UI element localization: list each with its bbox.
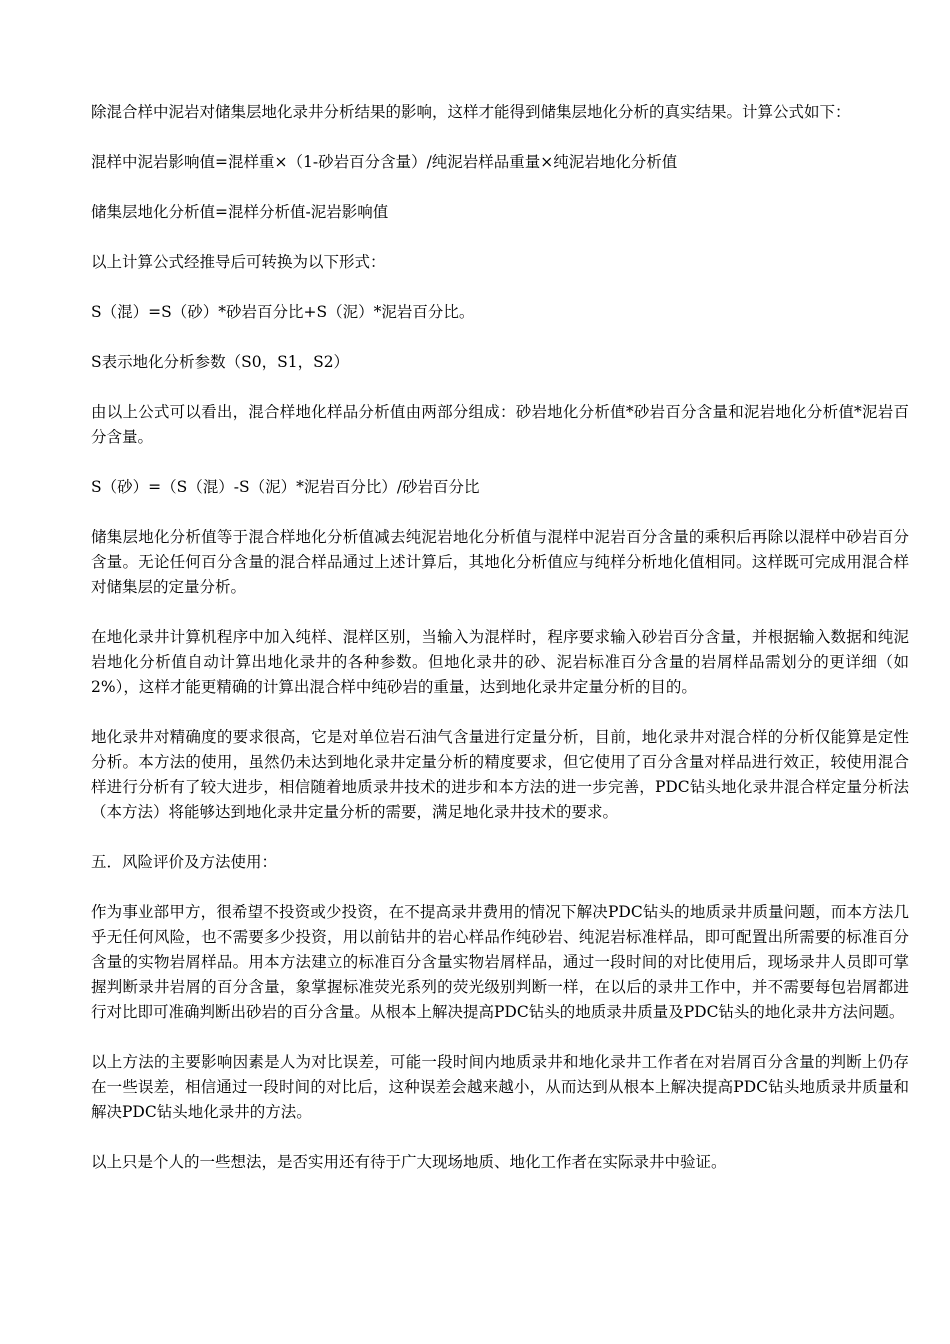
paragraph: 以上计算公式经推导后可转换为以下形式：	[91, 253, 386, 271]
paragraph: 在地化录井计算机程序中加入纯样、混样区别，当输入为混样时，程序要求输入砂岩百分含量，并根据输入数据和纯泥岩地化分析值自动计算出地化录井的各种参数。但地化录井的砂、泥岩标准百分含量的岩屑样品需划分的更详细（如2%），这样才能更精确的计算出混合样中纯砂岩的重量，达到地化录井定量分析的目的。	[91, 628, 909, 696]
paragraph: 由以上公式可以看出，混合样地化样品分析值由两部分组成：砂岩地化分析值*砂岩百分含量和泥岩地化分析值*泥岩百分含量。	[91, 403, 909, 446]
formula-paragraph: S（砂）=（S（混）-S（泥）*泥岩百分比）/砂岩百分比	[91, 478, 480, 496]
paragraph: 以上只是个人的一些想法，是否实用还有待于广大现场地质、地化工作者在实际录井中验证。	[91, 1153, 727, 1171]
formula-paragraph: S（混）=S（砂）*砂岩百分比+S（泥）*泥岩百分比。	[91, 303, 475, 321]
section-heading: 五．风险评价及方法使用：	[91, 853, 278, 871]
document-body	[91, 100, 909, 1200]
paragraph: 地化录井对精确度的要求很高，它是对单位岩石油气含量进行定量分析，目前，地化录井对混合样的分析仅能算是定性分析。本方法的使用，虽然仍未达到地化录井定量分析的精度要求，但它使用了百分含量对样品进行效正，较使用混合样进行分析有了较大进步，相信随着地质录井技术的进步和本方法的进一步完善，PDC钻头地化录井混合样定量分析法（本方法）将能够达到地化录井定量分析的需要，满足地化录井技术的要求。	[91, 728, 909, 821]
paragraph: 以上方法的主要影响因素是人为对比误差，可能一段时间内地质录井和地化录井工作者在对岩屑百分含量的判断上仍存在一些误差，相信通过一段时间的对比后，这种误差会越来越小，从而达到从根本上解决提高PDC钻头地质录井质量和解决PDC钻头地化录井的方法。	[91, 1053, 909, 1121]
formula-paragraph: 储集层地化分析值=混样分析值-泥岩影响值	[91, 203, 389, 221]
paragraph: S表示地化分析参数（S0，S1，S2）	[91, 353, 350, 371]
formula-paragraph: 混样中泥岩影响值=混样重×（1-砂岩百分含量）/纯泥岩样品重量×纯泥岩地化分析值	[91, 153, 678, 171]
paragraph: 除混合样中泥岩对储集层地化录井分析结果的影响，这样才能得到储集层地化分析的真实结果。计算公式如下：	[91, 103, 851, 121]
paragraph: 储集层地化分析值等于混合样地化分析值减去纯泥岩地化分析值与混样中泥岩百分含量的乘积后再除以混样中砂岩百分含量。无论任何百分含量的混合样品通过上述计算后，其地化分析值应与纯样分析地化值相同。这样既可完成用混合样对储集层的定量分析。	[91, 528, 909, 596]
paragraph: 作为事业部甲方，很希望不投资或少投资，在不提高录井费用的情况下解决PDC钻头的地质录井质量问题，而本方法几乎无任何风险，也不需要多少投资，用以前钻井的岩心样品作纯砂岩、纯泥岩标准样品，即可配置出所需要的标准百分含量的实物岩屑样品。用本方法建立的标准百分含量实物岩屑样品，通过一段时间的对比使用后，现场录井人员即可掌握判断录井岩屑的百分含量，象掌握标准荧光系列的荧光级别判断一样，在以后的录井工作中，并不需要每包岩屑都进行对比即可准确判断出砂岩的百分含量。从根本上解决提高PDC钻头的地质录井质量及PDC钻头的地化录井方法问题。	[91, 903, 909, 1021]
